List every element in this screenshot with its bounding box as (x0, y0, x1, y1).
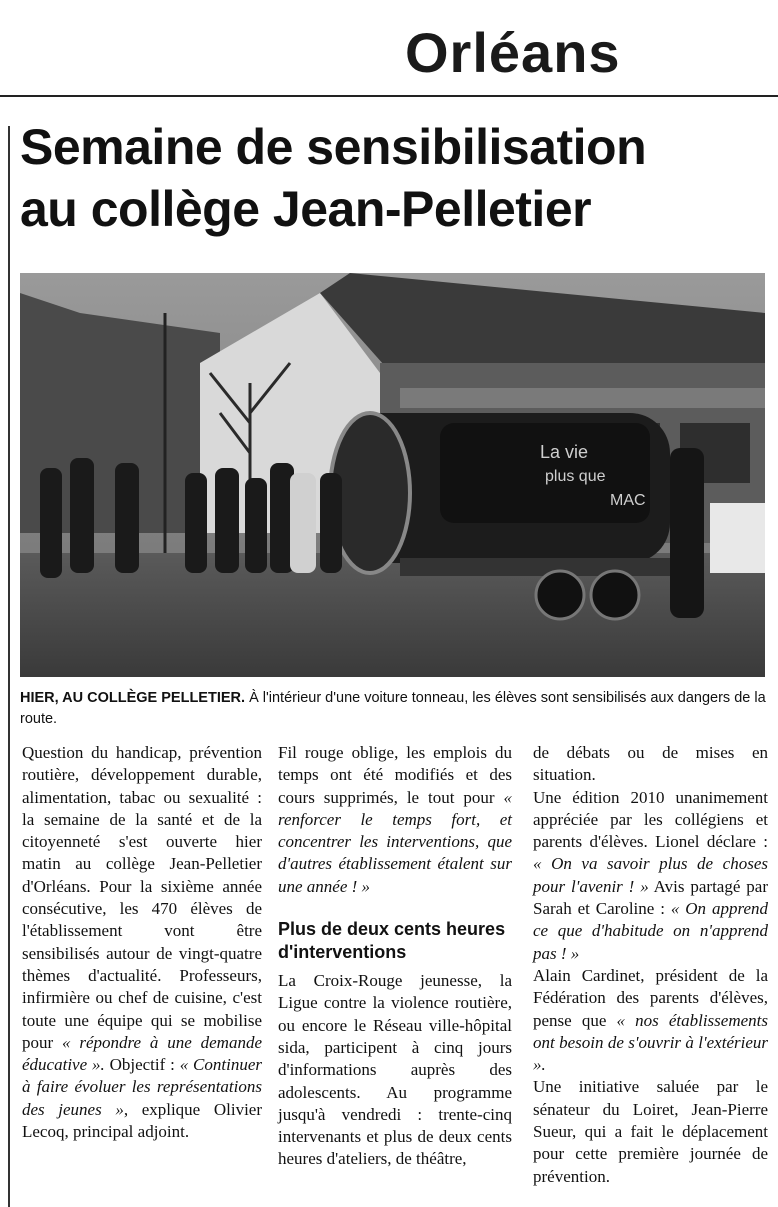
quote: « On va savoir plus de choses pour l'avenir ! » (533, 854, 768, 896)
headline-line-2: au collège Jean-Pelletier (20, 181, 592, 237)
paragraph: La Croix-Rouge jeunesse, la Ligue contre la violence routière, ou encore le Réseau ville-hôpital sida, participent à cinq jours d'informations auprès des adolescents. Au programme jusqu'à vendredi : trente-cinq intervenants et plus de deux cents heures d'ateliers, de théâtre, (278, 971, 512, 1169)
vehicle-text-1: La vie (540, 442, 589, 462)
side-column-rule (8, 126, 10, 1207)
quote: « Continuer à faire évoluer les représentations des jeunes » (22, 1055, 262, 1119)
paragraph: Une initiative saluée par le sénateur du Loiret, Jean-Pierre Sueur, qui a fait le déplacement pour cette première journée de prévention. (533, 1077, 768, 1186)
text-run: Avis partagé par Sarah et Caroline : (533, 876, 768, 919)
paragraph (533, 787, 768, 965)
quote: « renforcer le temps fort, et concentrer les interventions, que d'autres établissement étalent sur une année ! » (278, 787, 512, 896)
article-column-1 (22, 742, 262, 1143)
vehicle-text-2: plus que (545, 468, 606, 485)
quote: « nos établissements ont besoin de s'ouvrir à l'extérieur ». (533, 1010, 768, 1075)
photo-caption (20, 688, 768, 730)
text-run: Fil rouge oblige, les emplois du temps ont été modifiés et des cours supprimés, le tout pour (278, 743, 512, 807)
paragraph (278, 742, 512, 898)
article-headline (20, 116, 770, 240)
quote: « répondre à une demande éducative ». (22, 1032, 262, 1075)
section-title: Orléans (405, 21, 621, 84)
photo-illustration (20, 273, 765, 677)
article-subheading: Plus de deux cents heures d'interventions (278, 919, 506, 963)
caption-text: À l'intérieur d'une voiture tonneau, les élèves sont sensibilisés aux dangers de la route. (20, 690, 766, 727)
text-run: Objectif : (104, 1055, 180, 1075)
paragraph (533, 965, 768, 1076)
article-column-3 (533, 742, 768, 1188)
article-photo (20, 273, 765, 677)
section-divider (0, 95, 778, 97)
paragraph: de débats ou de mises en situation. (533, 743, 768, 785)
text-run: Alain Cardinet, président de la Fédération des parents d'élèves, pense que (533, 965, 768, 1030)
paragraph (22, 742, 262, 1143)
text-run: Une édition 2010 unanimement appréciée par les collégiens et parents d'élèves. Lionel déclare : (533, 787, 768, 852)
adult-standing (670, 448, 704, 618)
text-run: Question du handicap, prévention routière, développement durable, alimentation, tabac ou sexualité : la semaine de la santé et de la citoyenneté s'est ouverte hier matin au collège Jean-Pelletier d'Orléans. Pour la sixième année consécutive, les 470 élèves de l'établissement vont être sensibilisés autour de vingt-quatre thèmes d'actualité. Professeurs, infirmière ou chef de cuisine, c'est toute une équipe qui se mobilise pour (22, 743, 262, 1052)
text-run: , explique Olivier Lecoq, principal adjoint. (22, 1099, 262, 1142)
article-column-2 (278, 742, 512, 1171)
caption-lead: HIER, AU COLLÈGE PELLETIER. (20, 690, 246, 706)
student-white-coat (290, 473, 316, 573)
vehicle-text-3: MAC (610, 492, 646, 509)
headline-line-1: Semaine de sensibilisation (20, 119, 647, 175)
quote: « On apprend ce que d'habitude on n'apprend pas ! » (533, 899, 768, 963)
